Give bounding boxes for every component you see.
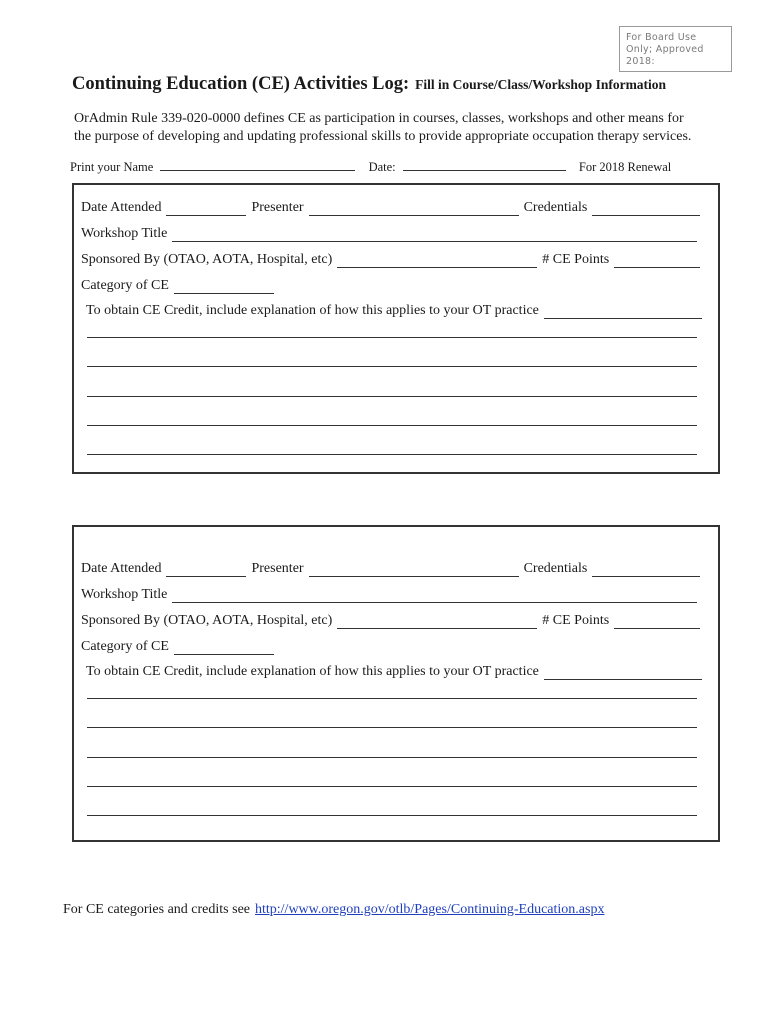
intro-line-2: the purpose of developing and updating professional skills to provide appropriate occupation therapy services.	[74, 128, 692, 144]
form-2-row	[81, 639, 279, 655]
date-field[interactable]	[403, 160, 566, 171]
intro-line-1: OrAdmin Rule 339-020-0000 defines CE as participation in courses, classes, workshops and other means for	[74, 111, 684, 126]
presenter-label: Presenter	[251, 200, 304, 215]
workshop-title-field[interactable]	[172, 229, 697, 242]
ce-points-label: # CE Points	[542, 252, 610, 267]
name-date-row	[70, 160, 671, 175]
form-1-row	[81, 252, 705, 268]
name-label: Print your Name	[70, 160, 154, 174]
ce-info-link[interactable]: http://www.oregon.gov/otlb/Pages/Continuing-Education.aspx	[255, 902, 605, 917]
workshop-title-label: Workshop Title	[81, 587, 168, 602]
category-label: Category of CE	[81, 639, 169, 654]
board-use-line-3: 2018:	[626, 56, 655, 67]
board-use-line-1: For Board Use	[626, 32, 697, 43]
explanation-blank-line[interactable]	[87, 396, 697, 397]
explanation-blank-line[interactable]	[87, 815, 697, 816]
form-1-row	[81, 200, 705, 216]
workshop-title-field[interactable]	[172, 590, 697, 603]
form-1-row	[81, 226, 702, 242]
form-1-row	[81, 278, 279, 294]
explanation-blank-line[interactable]	[87, 698, 697, 699]
explanation-field[interactable]	[544, 667, 702, 680]
intro-paragraph	[74, 110, 714, 145]
title-main: Continuing Education (CE) Activities Log:	[72, 74, 410, 94]
presenter-field[interactable]	[309, 564, 519, 577]
explanation-field[interactable]	[544, 306, 702, 319]
presenter-field[interactable]	[309, 203, 519, 216]
sponsored-by-field[interactable]	[337, 616, 537, 629]
page-title	[72, 74, 666, 95]
credentials-label: Credentials	[523, 200, 588, 215]
form-2-row	[81, 561, 705, 577]
explanation-blank-line[interactable]	[87, 786, 697, 787]
category-label: Category of CE	[81, 278, 169, 293]
date-attended-label: Date Attended	[81, 561, 162, 576]
title-subtitle: Fill in Course/Class/Workshop Information	[415, 77, 667, 92]
explanation-blank-line[interactable]	[87, 425, 697, 426]
form-1-row	[86, 303, 707, 319]
ce-points-field[interactable]	[614, 255, 700, 268]
credentials-label: Credentials	[523, 561, 588, 576]
category-field[interactable]	[174, 642, 274, 655]
explanation-blank-line[interactable]	[87, 454, 697, 455]
explanation-blank-line[interactable]	[87, 366, 697, 367]
form-2-row	[86, 664, 707, 680]
board-use-box	[619, 26, 732, 72]
credentials-field[interactable]	[592, 564, 700, 577]
sponsored-by-label: Sponsored By (OTAO, AOTA, Hospital, etc)	[81, 613, 333, 628]
date-label: Date:	[368, 160, 396, 174]
ce-points-field[interactable]	[614, 616, 700, 629]
sponsored-by-field[interactable]	[337, 255, 537, 268]
form-2-row	[81, 587, 702, 603]
date-attended-field[interactable]	[166, 564, 246, 577]
sponsored-by-label: Sponsored By (OTAO, AOTA, Hospital, etc)	[81, 252, 333, 267]
ce-points-label: # CE Points	[542, 613, 610, 628]
explanation-label: To obtain CE Credit, include explanation of how this applies to your OT practice	[86, 303, 539, 318]
explanation-blank-line[interactable]	[87, 337, 697, 338]
footer-text: For CE categories and credits see	[63, 902, 250, 917]
workshop-title-label: Workshop Title	[81, 226, 168, 241]
date-attended-label: Date Attended	[81, 200, 162, 215]
footer	[63, 902, 604, 918]
category-field[interactable]	[174, 281, 274, 294]
form-2-row	[81, 613, 705, 629]
date-attended-field[interactable]	[166, 203, 246, 216]
explanation-label: To obtain CE Credit, include explanation of how this applies to your OT practice	[86, 664, 539, 679]
credentials-field[interactable]	[592, 203, 700, 216]
name-field[interactable]	[160, 160, 355, 171]
board-use-line-2: Only; Approved	[626, 44, 704, 55]
renewal-label: For 2018 Renewal	[578, 160, 672, 174]
explanation-blank-line[interactable]	[87, 727, 697, 728]
explanation-blank-line[interactable]	[87, 757, 697, 758]
presenter-label: Presenter	[251, 561, 304, 576]
